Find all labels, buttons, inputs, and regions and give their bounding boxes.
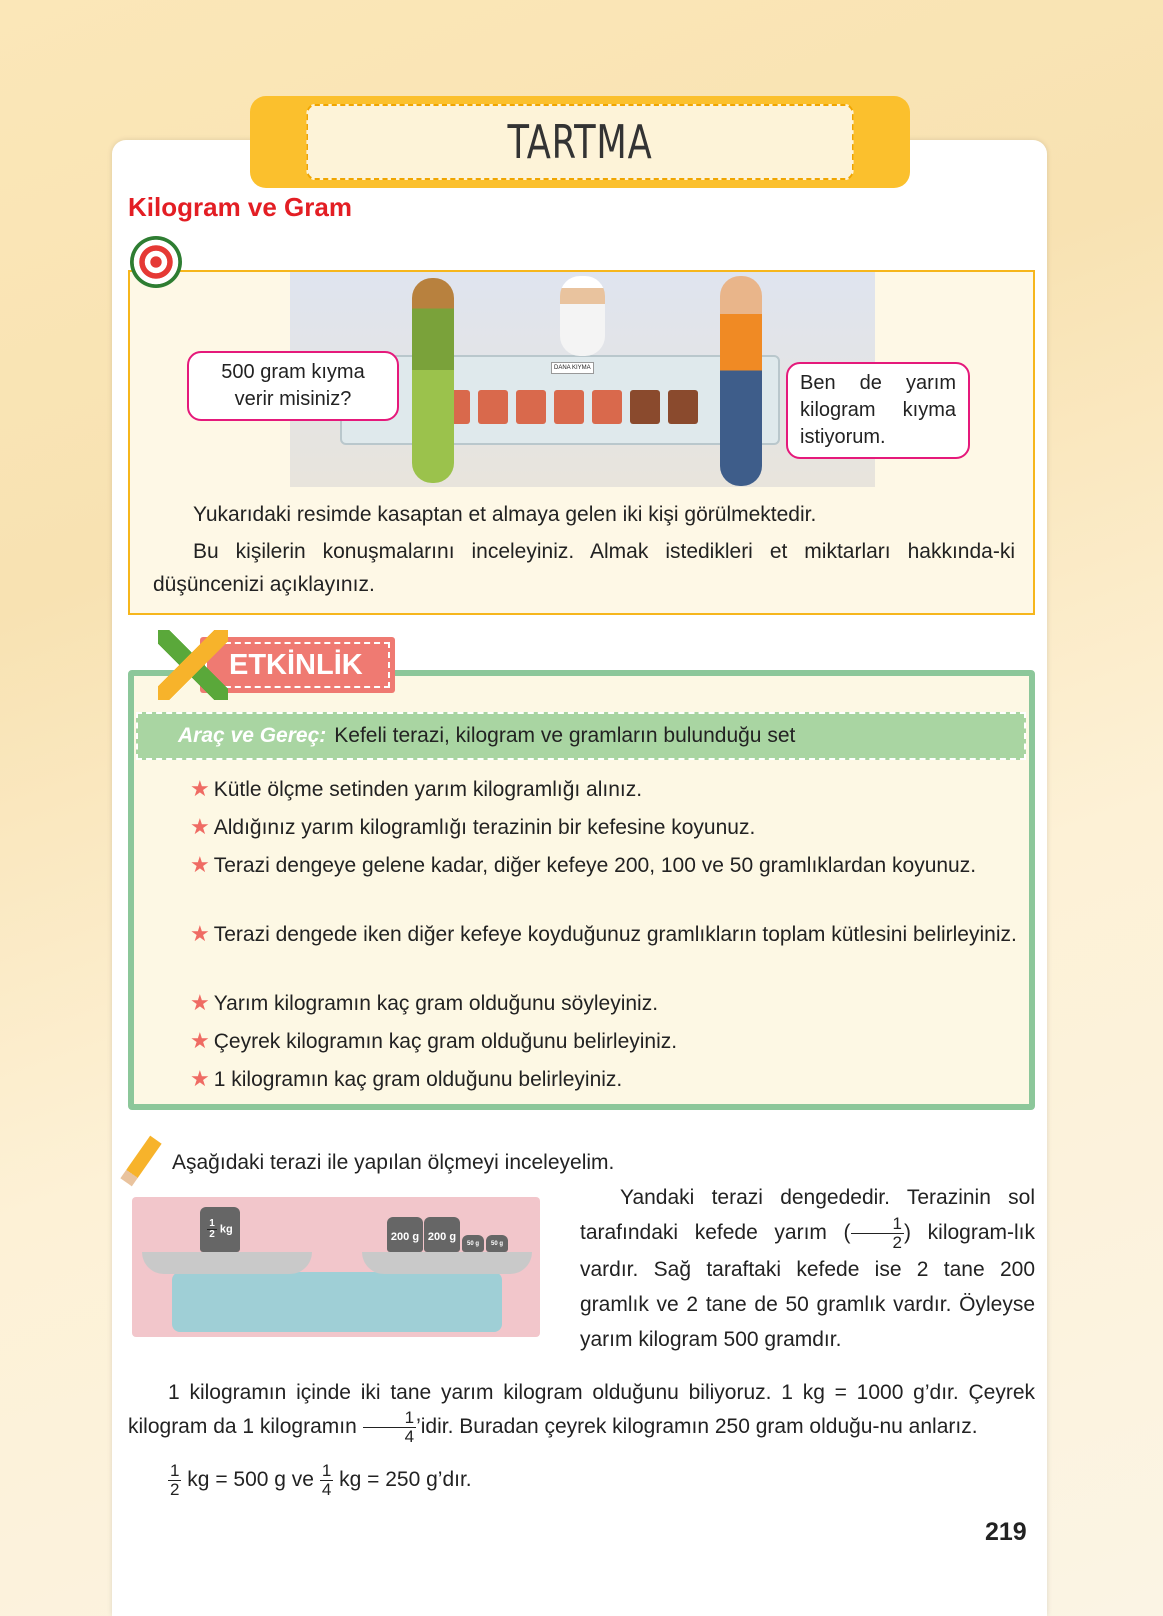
activity-item: ★ Aldığınız yarım kilogramlığı terazinin bir kefesine koyunuz. bbox=[190, 814, 756, 839]
activity-tag bbox=[200, 637, 395, 693]
activity-item: ★ 1 kilogramın kaç gram olduğunu belirleyiniz. bbox=[190, 1066, 623, 1091]
star-icon: ★ bbox=[190, 1028, 210, 1053]
section-title: Kilogram ve Gram bbox=[128, 192, 352, 222]
woman-figure bbox=[412, 278, 454, 483]
tools-label: Araç ve Gereç: bbox=[178, 724, 327, 747]
activity-item: ★ Terazi dengeye gelene kadar, diğer kefeye 200, 100 ve 50 gramlıklardan koyunuz. bbox=[190, 852, 977, 877]
star-icon: ★ bbox=[190, 814, 210, 839]
star-icon: ★ bbox=[190, 990, 210, 1015]
weight-half-kg: $\frac{1}{2}$ kg bbox=[200, 1207, 240, 1252]
weight-200g: 200 g bbox=[387, 1217, 423, 1252]
man-figure bbox=[720, 276, 762, 486]
weight-50g: 50 g bbox=[462, 1235, 484, 1252]
activity-item: ★ Terazi dengede iken diğer kefeye koyduğunuz gramlıkların toplam kütlesini belirleyiniz. bbox=[190, 921, 1017, 946]
balance-scale-illustration bbox=[132, 1197, 540, 1337]
activity-title: ETKİNLİK bbox=[205, 642, 390, 688]
meat-tray bbox=[478, 390, 508, 424]
butcher-figure bbox=[560, 276, 605, 356]
title-banner bbox=[250, 96, 910, 188]
star-icon: ★ bbox=[190, 1066, 210, 1091]
tools-text: Kefeli terazi, kilogram ve gramların bulunduğu set bbox=[334, 724, 796, 747]
dartboard-icon bbox=[130, 236, 182, 288]
star-icon: ★ bbox=[190, 852, 210, 877]
page-title: TARTMA bbox=[306, 104, 853, 180]
page-number: 219 bbox=[985, 1518, 1027, 1546]
scale-pan-left bbox=[142, 1252, 312, 1274]
scale-explanation: Yandaki terazi dengededir. Terazinin sol tarafındaki kefede yarım ( $\frac{1}{2}$ ) kilogram-lık vardır. Sağ taraftaki kefede ise 2 tane 200 gramlık ve 2 tane de 50 gramlık vardır. Öyleyse yarım kilogram 500 gramdır. bbox=[580, 1186, 1035, 1351]
counter-sign: DANA KIYMA bbox=[551, 362, 594, 374]
meat-tray bbox=[630, 390, 660, 424]
activity-item: ★ Çeyrek kilogramın kaç gram olduğunu belirleyiniz. bbox=[190, 1028, 678, 1053]
equation: $\frac{1}{2}$ kg = 500 g ve $\frac{1}{4}$ kg = 250 g’dır. bbox=[170, 1461, 472, 1499]
star-icon: ★ bbox=[190, 921, 210, 946]
meat-tray bbox=[554, 390, 584, 424]
kilogram-explanation: 1 kilogramın içinde iki tane yarım kilogram olduğunu biliyoruz. 1 kg = 1000 g’dır. Çeyrek kilogram da 1 kilogramın $\frac{1}{4}$ ’idir. Buradan çeyrek kilogramın 250 gram olduğu-nu anlarız. bbox=[128, 1381, 1035, 1446]
pencil-ruler-icon bbox=[158, 630, 228, 700]
intro-text: Yukarıdaki resimde kasaptan et almaya gelen iki kişi görülmektedir. bbox=[193, 503, 817, 526]
star-icon: ★ bbox=[190, 776, 210, 801]
scale-pan-right bbox=[362, 1252, 532, 1274]
weight-50g: 50 g bbox=[486, 1235, 508, 1252]
activity-item: ★ Yarım kilogramın kaç gram olduğunu söyleyiniz. bbox=[190, 990, 659, 1015]
speech-bubble-right: Ben de yarım kilogram kıyma istiyorum. bbox=[786, 362, 970, 459]
weight-200g: 200 g bbox=[424, 1217, 460, 1252]
speech-bubble-left: 500 gram kıyma verir misiniz? bbox=[187, 351, 399, 421]
activity-item: ★ Kütle ölçme setinden yarım kilogramlığı alınız. bbox=[190, 776, 643, 801]
meat-tray bbox=[516, 390, 546, 424]
meat-tray bbox=[592, 390, 622, 424]
scale-base bbox=[172, 1272, 502, 1332]
tools-row bbox=[136, 712, 1026, 760]
intro-text: Bu kişilerin konuşmalarını inceleyiniz. Almak istedikleri et miktarları hakkında-ki düşüncenizi açıklayınız. bbox=[153, 540, 1015, 596]
example-lead: Aşağıdaki terazi ile yapılan ölçmeyi inceleyelim. bbox=[172, 1151, 615, 1174]
meat-tray bbox=[668, 390, 698, 424]
